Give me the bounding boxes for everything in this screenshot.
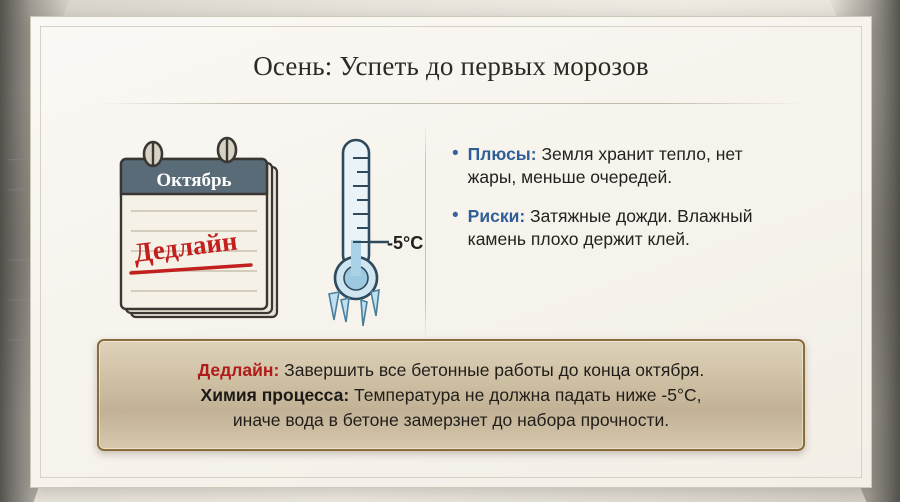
content-card xyxy=(30,16,872,488)
list-item xyxy=(452,205,827,251)
bullet-label: Плюсы: xyxy=(467,144,537,164)
bullets-column xyxy=(452,117,827,347)
list-item xyxy=(452,143,827,189)
bullet-text xyxy=(468,205,788,251)
slide-title: Осень: Успеть до первых морозов xyxy=(253,51,649,81)
thermometer-illustration xyxy=(313,130,433,335)
banner-chemistry-text: Температура не должна падать ниже -5°C, xyxy=(349,384,702,405)
bullet-text xyxy=(468,143,788,189)
highlight-banner xyxy=(97,339,805,451)
banner-deadline-label: Дедлайн: xyxy=(197,359,280,380)
banner-chemistry-label: Химия процесса: xyxy=(200,384,350,405)
thermometer-reading: -5°C xyxy=(387,232,424,253)
bullet-label: Риски: xyxy=(467,206,526,226)
calendar-deadline-stamp: Дедлайн xyxy=(132,225,239,268)
banner-text xyxy=(180,358,723,433)
title-divider xyxy=(97,103,805,104)
bullet-dot-icon: • xyxy=(452,205,459,226)
calendar-illustration xyxy=(105,127,295,337)
banner-chemistry-text-second-line: иначе вода в бетоне замерзнет до набора прочности. xyxy=(232,409,670,430)
banner-deadline-text: Завершить все бетонные работы до конца октября. xyxy=(279,359,705,380)
bullet-body: Затяжные дожди. Влажный камень плохо держит клей. xyxy=(467,206,753,249)
bullet-body: Земля хранит тепло, нет жары, меньше очередей. xyxy=(467,144,743,187)
calendar-month-label: Октябрь xyxy=(156,170,232,191)
content-area xyxy=(75,117,827,347)
bullet-dot-icon: • xyxy=(452,143,459,164)
illustration-column xyxy=(75,117,425,347)
